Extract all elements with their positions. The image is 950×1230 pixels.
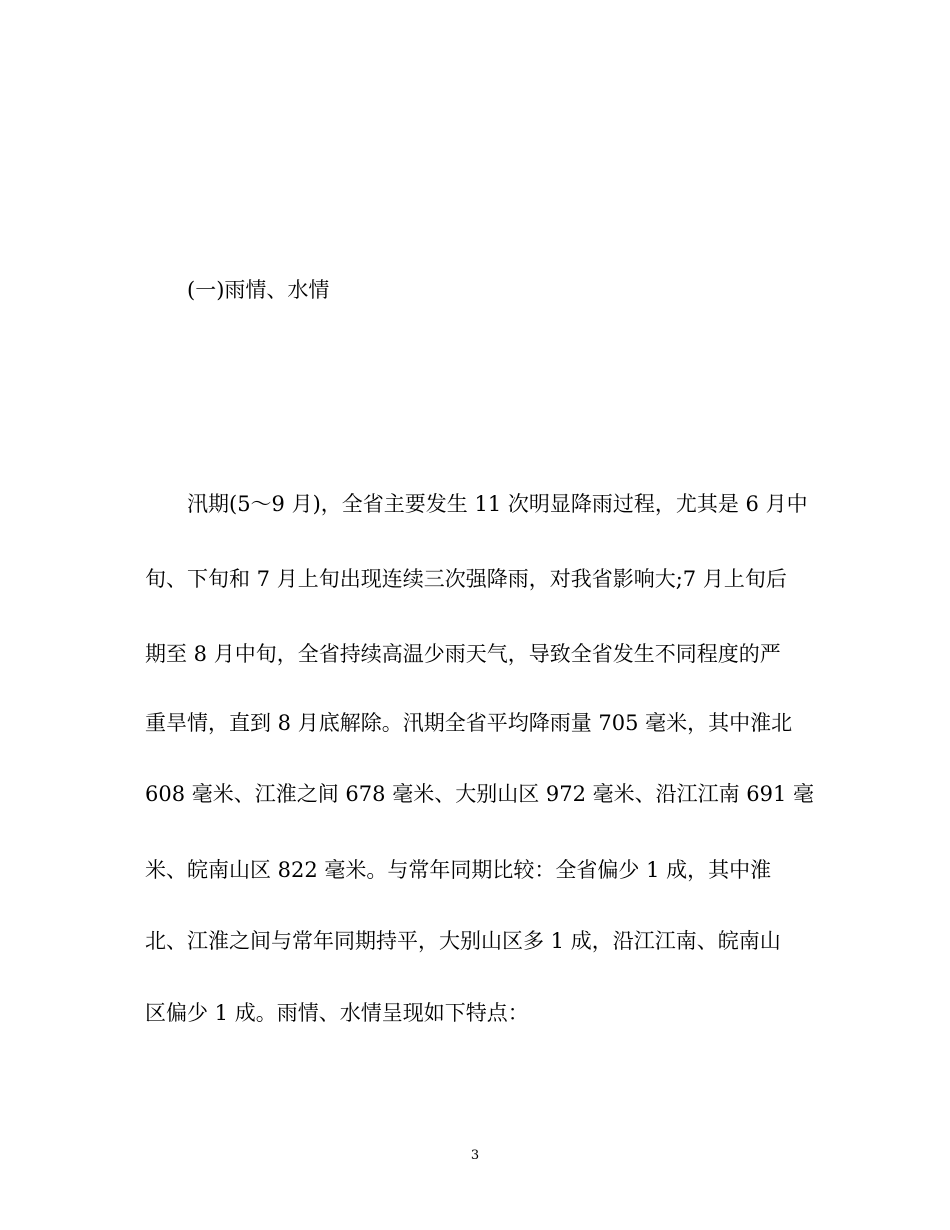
paragraph-line: 米、皖南山区 822 毫米。与常年同期比较：全省偏少 1 成，其中淮 [145,858,772,882]
page-number: 3 [470,1148,480,1163]
section-heading: (一)雨情、水情 [187,278,330,302]
paragraph-line: 608 毫米、江淮之间 678 毫米、大别山区 972 毫米、沿江江南 691 毫 [145,782,815,806]
paragraph-line: 北、江淮之间与常年同期持平，大别山区多 1 成，沿江江南、皖南山 [145,929,781,953]
paragraph-line: 汛期(5～9 月)，全省主要发生 11 次明显降雨过程，尤其是 6 月中 [187,492,808,516]
paragraph-line: 旬、下旬和 7 月上旬出现连续三次强降雨，对我省影响大;7 月上旬后 [145,567,787,591]
paragraph-line: 期至 8 月中旬，全省持续高温少雨天气，导致全省发生不同程度的严 [145,642,781,666]
paragraph-line: 区偏少 1 成。雨情、水情呈现如下特点： [145,1001,529,1025]
paragraph-line: 重旱情，直到 8 月底解除。汛期全省平均降雨量 705 毫米，其中淮北 [145,711,793,735]
